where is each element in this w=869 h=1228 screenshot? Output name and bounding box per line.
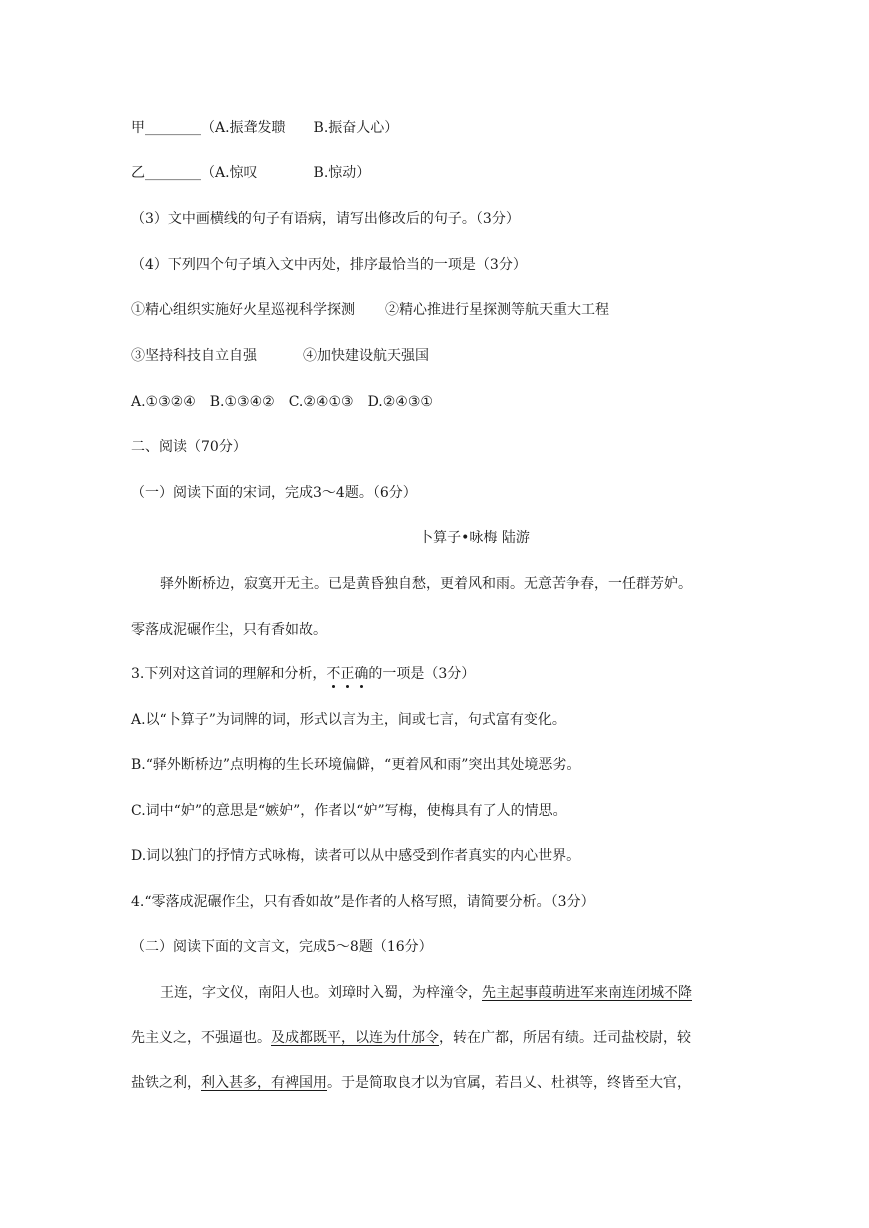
classical-line-3 bbox=[131, 1073, 759, 1093]
poem-title: 卜算子•咏梅 陆游 bbox=[419, 530, 530, 546]
classical-text: 。于是简取良才以为官属，若吕乂、杜祺等，终皆至大官， bbox=[327, 1075, 691, 1091]
q4-sub-question: （4）下列四个句子填入文中丙处，排序最恰当的一项是（3分） bbox=[131, 257, 527, 273]
emphasis-char: 确 bbox=[354, 666, 369, 682]
sentence-4: ④加快建设航天强国 bbox=[303, 348, 429, 364]
jia-options: （A.振聋发聩 B.振奋人心） bbox=[201, 120, 399, 136]
emphasis-char: 不 bbox=[326, 666, 341, 682]
q3-option-b: B.“驿外断桥边”点明梅的生长环境偏僻，“更着风和雨”突出其处境恶劣。 bbox=[131, 757, 581, 773]
classical-line-2 bbox=[131, 1028, 759, 1048]
q3-prefix: 3.下列对这首词的理解和分析， bbox=[131, 666, 327, 682]
sentence-3: ③坚持科技自立自强 bbox=[131, 348, 257, 364]
q4-question: 4.“零落成泥碾作尘，只有香如故”是作者的人格写照，请简要分析。（3分） bbox=[131, 894, 595, 910]
q3-suffix: 的一项是（3分） bbox=[368, 666, 476, 682]
underlined-sentence: 先主起事葭萌进军来南连闭城不降 bbox=[482, 985, 692, 1001]
poem-line-2: 零落成泥碾作尘，只有香如故。 bbox=[131, 622, 327, 638]
classical-text: ，转在广都，所居有绩。迁司盐校尉，较 bbox=[439, 1030, 691, 1046]
classical-text: 王连，字文仪，南阳人也。刘璋时入蜀，为梓潼令， bbox=[160, 985, 482, 1001]
q3-option-c: C.词中“妒”的意思是“嫉妒”，作者以“妒”写梅，使梅具有了人的情思。 bbox=[131, 803, 567, 819]
sentences-row-2 bbox=[131, 346, 759, 366]
q2-jia-line bbox=[131, 118, 759, 138]
section-heading: 二、阅读（70分） bbox=[131, 439, 247, 455]
sentence-1: ①精心组织实施好火星巡视科学探测 bbox=[131, 302, 355, 318]
part1-heading: （一）阅读下面的宋词，完成3～4题。（6分） bbox=[131, 485, 417, 501]
q2-yi-line bbox=[131, 163, 759, 183]
sentences-row-1 bbox=[131, 300, 759, 320]
part2-heading: （二）阅读下面的文言文，完成5～8题（16分） bbox=[131, 939, 433, 955]
poem-line-1: 驿外断桥边，寂寞开无主。已是黄昏独自愁，更着风和雨。无意苦争春，一任群芳妒。 bbox=[160, 576, 692, 592]
jia-label: 甲________ bbox=[131, 120, 201, 136]
q3-stem bbox=[131, 664, 759, 684]
emphasis-char: 正 bbox=[340, 666, 355, 682]
underlined-sentence: 利入甚多，有裨国用 bbox=[201, 1075, 327, 1091]
sentence-2: ②精心推进行星探测等航天重大工程 bbox=[385, 302, 609, 318]
yi-label: 乙________ bbox=[131, 165, 201, 181]
classical-text: 盐铁之利， bbox=[131, 1075, 201, 1091]
answer-options: A.①③②④ B.①③④② C.②④①③ D.②④③① bbox=[131, 394, 433, 410]
q3-option-d: D.词以独门的抒情方式咏梅，读者可以从中感受到作者真实的内心世界。 bbox=[131, 848, 581, 864]
classical-line-1 bbox=[160, 983, 759, 1003]
q3-sub-question: （3）文中画横线的句子有语病，请写出修改后的句子。（3分） bbox=[131, 211, 520, 227]
q3-option-a: A.以“卜算子”为词牌的词，形式以言为主，间或七言，句式富有变化。 bbox=[131, 712, 566, 728]
classical-text: 先主义之，不强逼也。 bbox=[131, 1030, 271, 1046]
underlined-sentence: 及成都既平，以连为什邡令 bbox=[271, 1030, 439, 1046]
yi-options: （A.惊叹 B.惊动） bbox=[201, 165, 371, 181]
